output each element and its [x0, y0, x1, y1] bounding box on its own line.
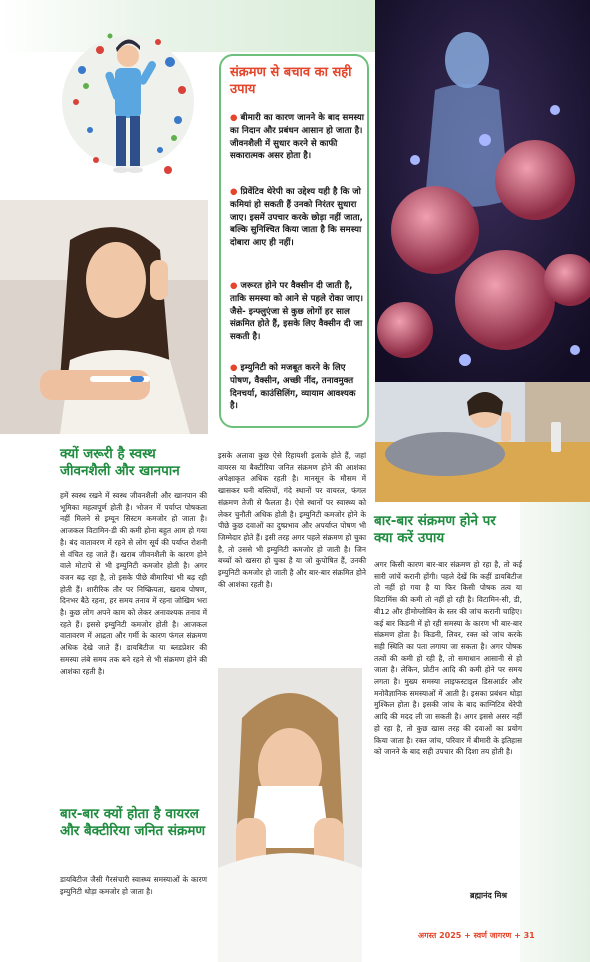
woman-thermometer-photo [0, 200, 208, 434]
body-remedies: अगर किसी कारण बार-बार संक्रमण हो रहा है, तो कई सारी जांचें करानी होंगी। पहले देखें कि कहीं डायबिटीज तो नहीं हो गया है या फिर किसी पोषक तत्व या विटामिंस की कमी तो नहीं हो रही है। विटामिन-सी, डी, बी12 और हीमोग्लोबिन के स्तर की जांच करानी चाहिए। कई बार किडनी में हो रही समस्या के कारण भी बार-बार संक्रमण होता है। किडनी, लिवर, रक्त को जांच करके सही स्थिति का पता लगाया जा सकता है। अगर पोषक तत्वों की कमी हो रही है, तो समाधान आसानी से हो जाता है। लेकिन, प्रोटीन आदि की कमी होने पर समय लगता है। मुख्य समस्या लाइफस्टाइल डिसआर्डर और मनोवैज्ञानिक समस्याओं में आती है। इसका प्रबंधन थोड़ा मुश्किल होता है। इसकी जांच के बाद काग्निटिव थेरेपी आदि की मदद ली जा सकती है। अगर इससे असर नहीं हो रहा है, तो कुछ खास तरह की दवाओं का प्रयोग किया जाता है। रक्त जांच, परिवार में बीमारी के इतिहास को जानने के बाद सही उपचार की दिशा तय होती है। [374, 560, 522, 757]
body-lifestyle: हमें स्वस्थ रखने में स्वस्थ जीवनशैली और खानपान की भूमिका महत्वपूर्ण होती है। भोजन में पर्याप्त पोषकता नहीं मिलने से इम्यून सिस्टम कमजोर हो जाता है। आजकल विटामिन-डी की कमी होना बहुत आम हो गया है। बंद वातावरण में रहने से लोग सूर्य की पर्याप्त रोशनी से वंचित रह जाते हैं। खराब जीवनशैली के कारण होने वाले मोटापे से भी इम्युनिटी कमजोर होती है। अगर वजन बढ़ रहा है, तो इसके पीछे बीमारियां भी बढ़ रही होती हैं। शारीरिक तौर पर निष्क्रियता, खराब पोषण, दिनभर बैठे रहना, हर समय तनाव में रहना जोखिम भरा है। कुछ लोग अपने काम को लेकर अनावश्यक तनाव में रहते हैं। इससे इम्युनिटी कमजोर होती है। आजकल वातावरण में आद्रता और गर्मी के कारण फंगल संक्रमण अधिक देखे जाते हैं। डायबिटीज या ब्लडप्रेशर की समस्या लंबे समय तक बने रहने से भी संक्रमण होने की आशंका रहती है। [60, 491, 207, 676]
body-infection-causes: डायबिटीज जैसी गैरसंचारी स्वास्थ्य समस्याओं के कारण इम्युनिटी थोड़ा कमजोर हो जाता है। [60, 875, 207, 896]
sidebar-point: ● प्रिवेंटिव थेरेपी का उद्देश्य यही है कि जो कमियां हो सकती हैं उनको निरंतर सुधारा जाए। इसमें उपचार करके छोड़ा नहीं जाता, बल्कि सुनिश्चित किया जाता है कि समस्या दोबारा आए ही नहीं। [230, 187, 363, 249]
sidebar-point: ● इम्युनिटी को मजबूत करने के लिए पोषण, वैक्सीन, अच्छी नींद, तनावमुक्त दिनचर्या, काउंसिलिंग, व्यायाम आवश्यक है। [230, 363, 356, 412]
prevention-sidebar [219, 54, 369, 428]
sidebar-point: ● बीमारी का कारण जानने के बाद समस्या का निदान और प्रबंधन आसान हो जाता है। जीवनशैली में सुधार करने से काफी सकारात्मक असर होता है। [230, 113, 365, 162]
germs-illustration [60, 20, 196, 190]
sidebar-title: संक्रमण से बचाव का सही उपाय [230, 65, 352, 97]
sidebar-point: ● जरूरत होने पर वैक्सीन दी जाती है, ताकि समस्या को आने से पहले रोका जाए। जैसे- इन्फ्लुएंजा से कुछ लोगों हर साल संक्रमित होते हैं, इसके लिए वैक्सीन दी जा सकती है। [230, 281, 364, 343]
virus-body-image [375, 0, 590, 382]
side-green-bar [520, 486, 590, 962]
body-col2: इसके अलावा कुछ ऐसे रिहायशी इलाके होते हैं, जहां वायरस या बैक्टीरिया जनित संक्रमण होने की आशंका अपेक्षाकृत अधिक रहती है। मानसून के मौसम में खासकर घनी बस्तियों, गंदे स्थानों पर वायरल, फंगल संक्रमण तेजी से फैलता है। ऐसे स्थानों पर स्वास्थ्य को लेकर चुनौती अधिक होती है। इम्युनिटी कमजोर होने के पीछे कुछ दवाओं का दुष्प्रभाव और अपर्याप्त पोषण भी जिम्मेदार होते हैं। इसी तरह अगर पहले संक्रमण हो चुका है, तो उससे भी इम्युनिटी कमजोर हो जाती है। जिन बच्चों को खसरा हो चुका है या जो कुपोषित हैं, उनकी इम्युनिटी कमजोर हो जाती है और बार-बार संक्रमित होने की आशंका रहती है। [218, 451, 366, 589]
heading-remedies: बार-बार संक्रमण होने पर क्या करें उपाय [374, 513, 496, 546]
heading-infection-causes: बार-बार क्यों होता है वायरल और बैक्टीरिया जनित संक्रमण [60, 806, 206, 839]
byline: ब्रह्मानंद मिश्र [470, 891, 508, 900]
heading-lifestyle: क्यों जरूरी है स्वस्थ जीवनशैली और खानपान [60, 446, 180, 479]
page-footer: अगस्त 2025 + स्वर्ण जागरण + 31 [418, 931, 535, 940]
sick-woman-bed-photo [375, 382, 590, 502]
sneezing-woman-photo [218, 668, 362, 962]
